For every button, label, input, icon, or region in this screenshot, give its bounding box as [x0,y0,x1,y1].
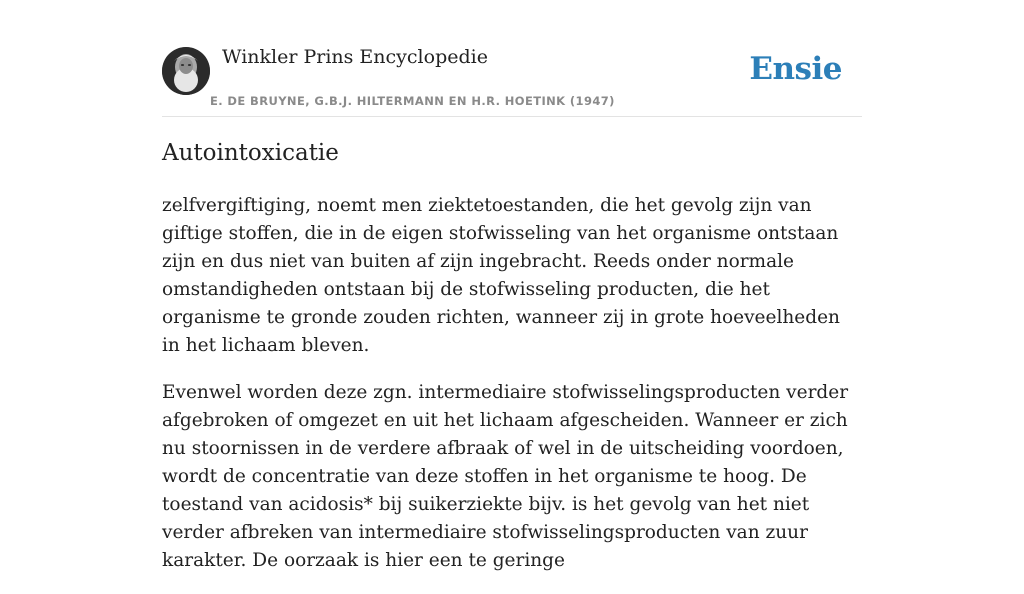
portrait-icon [162,47,210,95]
article-title: Autointoxicatie [162,140,339,166]
article-paragraph: Evenwel worden deze zgn. intermediaire stofwisselingsproducten verder afgebroken of omgezet en uit het lichaam afgescheiden. Wanneer er zich nu stoornissen in de verdere afbraak of wel in de uitscheiding voordoen, wordt de concentratie van deze stoffen in het organisme te hoog. De toestand van acidosis* bij suikerziekte bijv. is het gevolg van het niet verder afbreken van intermediaire stofwisselingsproducten van zuur karakter. De oorzaak is hier een te geringe [162,382,849,571]
encyclopedia-title[interactable]: Winkler Prins Encyclopedie [222,46,488,68]
article-paragraph: zelfvergiftiging, noemt men ziektetoestanden, die het gevolg zijn van giftige stoffen, die in de eigen stofwisseling van het organisme ontstaan zijn en dus niet van buiten af zijn ingebracht. Reeds onder normale omstandigheden ontstaan bij de stofwisseling producten, die het organisme te gronde zouden richten, wanneer zij in grote hoeveelheden in het lichaam bleven. [162,195,840,356]
source-authors: E. DE BRUYNE, G.B.J. HILTERMANN EN H.R. HOETINK (1947) [210,94,615,108]
ensie-logo[interactable]: Ensie [749,51,842,87]
source-header [162,44,862,117]
author-avatar[interactable] [162,47,210,95]
article-body [162,192,862,594]
